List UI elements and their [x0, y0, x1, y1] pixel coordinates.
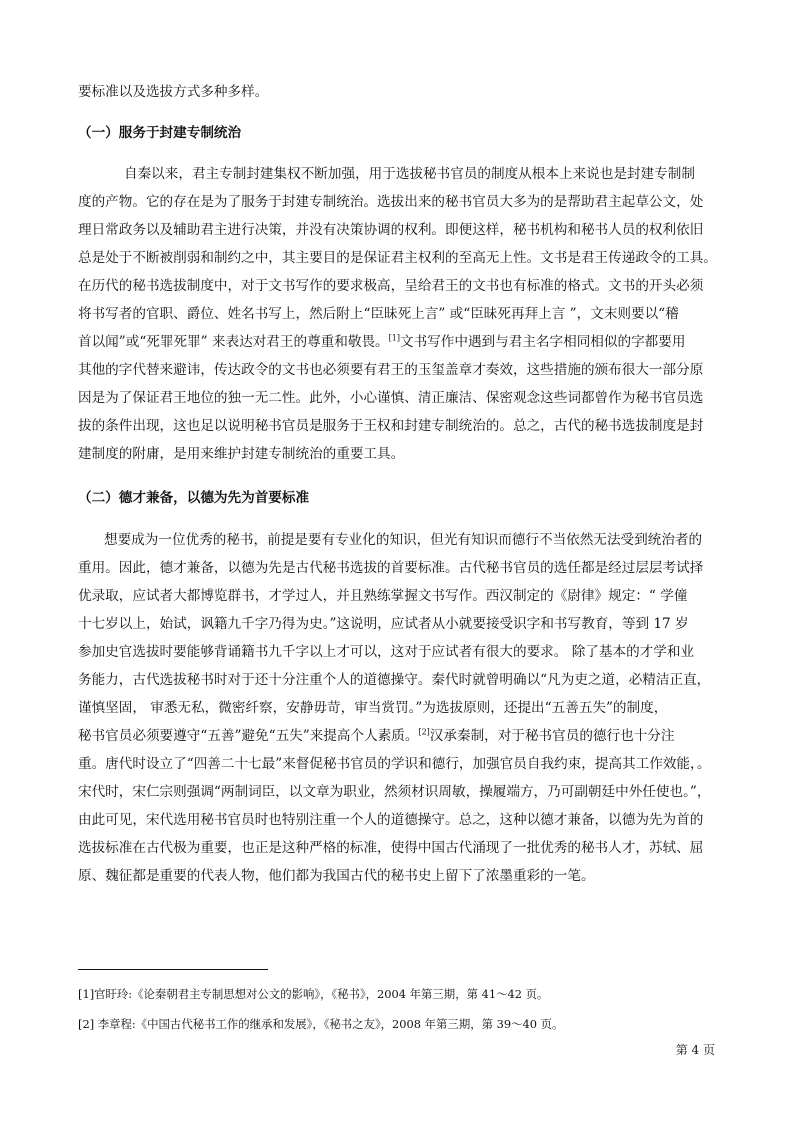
paragraph-line: 宋代时，宋仁宗则强调“两制词臣，以文章为职业，然须材识周敏，操履端方，乃可副朝廷中外任使也。”，: [78, 784, 711, 800]
text-run: 秘书官员必须要遵守“五善”避免“五失”来提高个人素质。: [78, 728, 419, 744]
text-run: 汉承秦制，对于秘书官员的德行也十分注: [429, 728, 675, 744]
paragraph-line: 自秦以来，君主专制封建集权不断加强，用于选拔秘书官员的制度从根本上来说也是封建专制制: [124, 166, 695, 182]
paragraph-line: 拔的条件出现，这也足以说明秘书官员是服务于王权和封建专制统治的。总之，古代的秘书选拔制度是封: [78, 418, 704, 434]
paragraph-line: 在历代的秘书选拔制度中，对于文书写作的要求极高，呈给君王的文书也有标准的格式。文书的开头必须: [78, 278, 704, 294]
section-2-heading: （二）德才兼备，以德为先为首要标准: [78, 490, 310, 506]
section-1-heading: （一）服务于封建专制统治: [78, 125, 242, 141]
paragraph-line: 重。唐代时设立了“四善二十七最”来督促秘书官员的学识和德行，加强官员自我约束，提高其工作效能，。: [78, 756, 711, 772]
paragraph-line: 原、魏征都是重要的代表人物，他们都为我国古代的秘书史上留下了浓墨重彩的一笔。: [78, 868, 595, 884]
paragraph-line: 十七岁以上，始试，讽籍九千字乃得为史。”这说明，应试者从小就要接受识字和书写教育，等到 17 岁: [78, 616, 689, 632]
paragraph-line: 将书写者的官职、爵位、姓名书写上，然后附上“臣昧死上言” 或“臣昧死再拜上言 ”，文末则要以“稽: [78, 306, 679, 322]
intro-text: 要标准以及选拔方式多种多样。: [78, 84, 269, 100]
footnote-divider: [78, 969, 268, 970]
paragraph-line: 因是为了保证君王地位的独一无二性。此外，小心谨慎、清正廉洁、保密观念这些词都曾作为秘书官员选: [78, 390, 704, 406]
text-run: 文书写作中遇到与君主名字相同相似的字都要用: [399, 334, 686, 350]
page-number: 第 4 页: [675, 1043, 715, 1057]
paragraph-line: 建制度的附庸，是用来维护封建专制统治的重要工具。: [78, 446, 405, 462]
paragraph-line: 选拔标准在古代极为重要，也正是这种严格的标准，使得中国古代涌现了一批优秀的秘书人才，苏轼、屈: [78, 840, 704, 856]
text-run: 首以闻”或“死罪死罪” 来表达对君王的尊重和敬畏。: [78, 334, 389, 350]
paragraph-line-with-footnote: [78, 726, 718, 746]
paragraph-line: 度的产物。它的存在是为了服务于封建专制统治。选拔出来的秘书官员大多为的是帮助君主起草公文，处: [78, 194, 704, 210]
paragraph-line: 重用。因此，德才兼备，以德为先是古代秘书选拔的首要标准。古代秘书官员的选任都是经过层层考试择: [78, 560, 704, 576]
paragraph-line: 其他的字代替来避讳，传达政令的文书也必须要有君王的玉玺盖章才奏效，这些措施的颁布很大一部分原: [78, 362, 704, 378]
paragraph-line: 想要成为一位优秀的秘书，前提是要有专业化的知识，但光有知识而德行不当依然无法受到统治者的: [104, 532, 703, 548]
paragraph-line-with-footnote: [78, 332, 718, 352]
paragraph-line: 优录取，应试者大都博览群书，才学过人，并且熟练掌握文书写作。西汉制定的《尉律》规定：“ 学僮: [78, 588, 688, 604]
footnote-1: [1]官盱玲:《论秦朝君主专制思想对公文的影响》，《秘书》，2004 年第三期，第 41～42 页。: [78, 987, 549, 1001]
footnote-2: [2] 李章程:《中国古代秘书工作的继承和发展》，《秘书之友》，2008 年第三期，第 39～40 页。: [78, 1017, 564, 1031]
footnote-ref-2[interactable]: [2]: [418, 727, 430, 737]
paragraph-line: 理日常政务以及辅助君主进行决策，并没有决策协调的权利。即便这样，秘书机构和秘书人员的权利依旧: [78, 222, 704, 238]
paragraph-line: 由此可见，宋代选用秘书官员时也特别注重一个人的道德操守。总之，这种以德才兼备，以德为先为首的: [78, 812, 704, 828]
paragraph-line: 参加史官选拔时要能够背诵籍书九千字以上才可以，这对于应试者有很大的要求。 除了基本的才学和业: [78, 644, 695, 660]
footnote-ref-1[interactable]: [1]: [388, 333, 400, 343]
paragraph-line: 谨慎坚固， 审悉无私，微密纤察，安静毋苛，审当赏罚。”为选拔原则，还提出“五善五失”的制度，: [78, 700, 668, 716]
paragraph-line: 总是处于不断被削弱和制约之中，其主要目的是保证君主权利的至高无上性。文书是君王传递政令的工具。: [78, 250, 717, 266]
paragraph-line: 务能力，古代选拔秘书时对于还十分注重个人的道德操守。秦代时就曾明确以“凡为吏之道，必精洁正直，: [78, 672, 711, 688]
